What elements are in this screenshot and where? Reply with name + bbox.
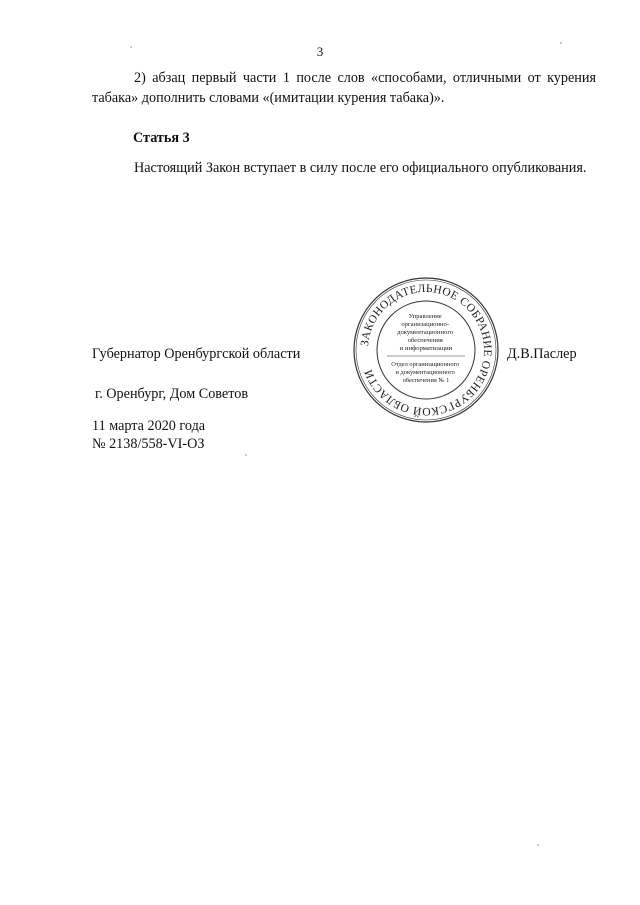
seal-line: обеспечения № 1 xyxy=(402,377,450,384)
scan-speck xyxy=(130,46,132,48)
page-number: 3 xyxy=(316,44,324,59)
place: г. Оренбург, Дом Советов xyxy=(95,386,249,402)
seal-line: организационно- xyxy=(401,321,450,328)
signing-date: 11 марта 2020 года xyxy=(92,418,206,434)
svg-text:Управление организационно- xyxy=(397,313,455,352)
scan-speck xyxy=(560,42,562,44)
seal-line: документационного xyxy=(397,329,454,336)
official-seal xyxy=(352,276,500,424)
governor-title: Губернатор Оренбургской области xyxy=(92,346,301,362)
seal-line: Управление xyxy=(408,313,442,320)
scan-speck xyxy=(245,454,247,456)
seal-line: обеспечения xyxy=(407,337,443,344)
seal-line: и документационного xyxy=(395,369,455,376)
seal-line: Отдел организационного xyxy=(391,361,460,368)
governor-name: Д.В.Паслер xyxy=(507,346,577,362)
article-title: Статья 3 xyxy=(133,130,190,146)
scan-speck xyxy=(537,844,539,846)
seal-line: и информатизации xyxy=(399,345,453,352)
article-text: Настоящий Закон вступает в силу после его официального опубликования. xyxy=(134,160,587,176)
paragraph-amendment: 2) абзац первый части 1 после слов «способами, отличными от курения табака» дополнить словами «(имитации курения табака)». xyxy=(92,70,596,106)
svg-text:Отдел организационного и д xyxy=(391,361,461,384)
law-number: № 2138/558-VI-ОЗ xyxy=(92,436,205,452)
seal-outer-text: ЗАКОНОДАТЕЛЬНОЕ СОБРАНИЕ ОРЕНБУРГСКОЙ ОБЛАСТИ xyxy=(359,282,494,418)
